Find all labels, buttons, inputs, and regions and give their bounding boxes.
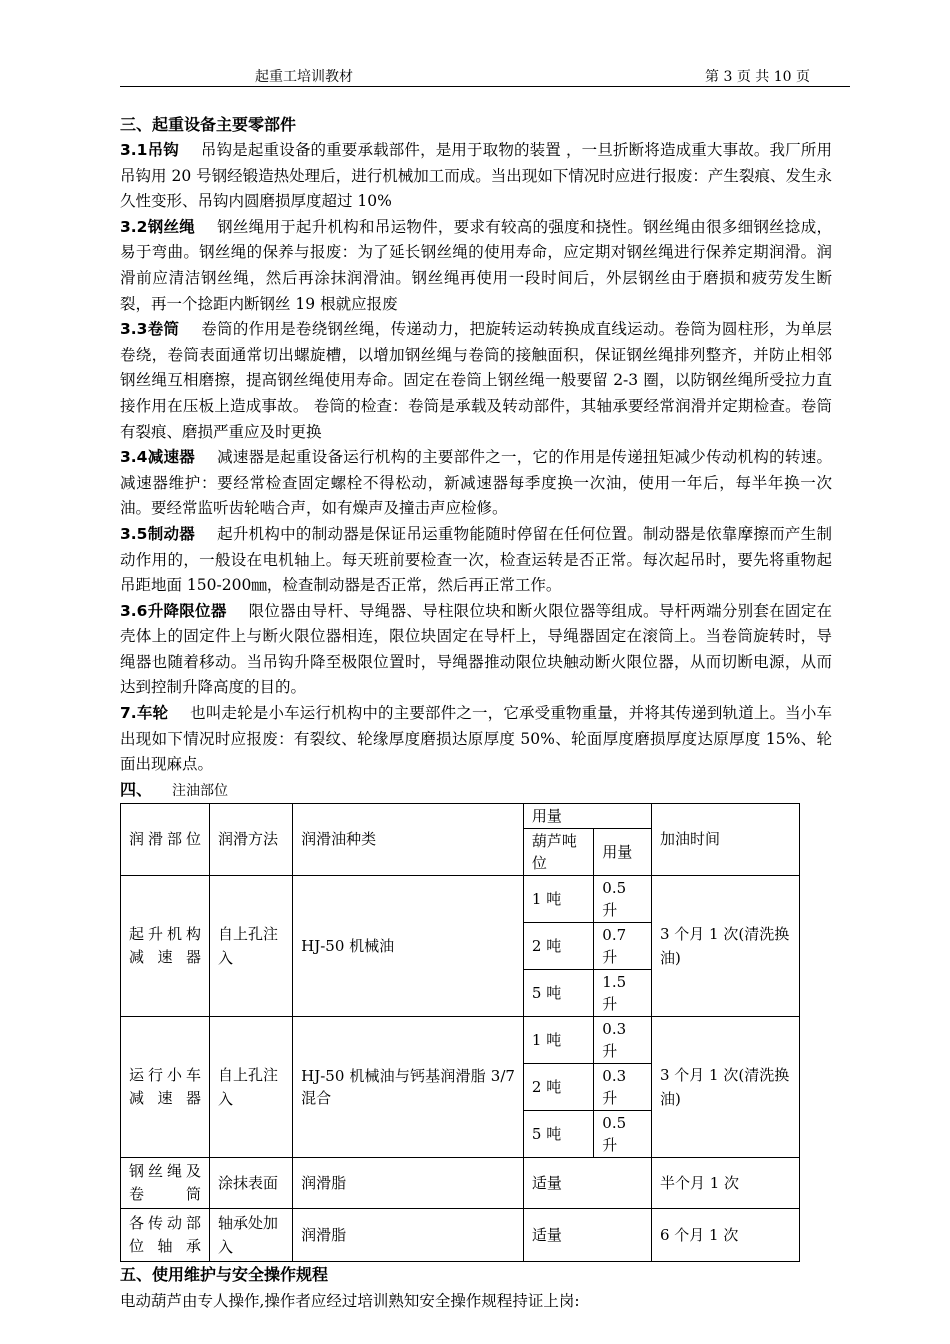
table-cell-time: 3 个月 1 次(清洗换油) — [651, 1016, 799, 1157]
table-cell-time: 半个月 1 次 — [651, 1157, 799, 1208]
table-cell-ton: 2 吨 — [523, 922, 593, 969]
paragraph-drum: 3.3卷筒 卷筒的作用是卷绕钢丝绳，传递动力，把旋转运动转换成直线运动。卷筒为圆柱形，为单层卷绕，卷筒表面通常切出螺旋槽，以增加钢丝绳与卷筒的接触面积，保证钢丝绳排列整齐，并防止相邻钢丝绳互相磨擦，提高钢丝绳使用寿命。固定在卷筒上钢丝绳一般要留 2-3 圈，以防钢丝绳所受拉力直接作用在压板上造成事故。 卷筒的检查：卷筒是承载及转动部件，其轴承要经常润滑并定期检查。卷筒有裂痕、磨损严重应及时更换 — [120, 320, 832, 441]
table-cell-amount: 适量 — [523, 1208, 651, 1261]
table-cell-part: 钢丝绳及卷筒 — [121, 1157, 210, 1208]
page-header — [120, 62, 850, 87]
header-oil: 润滑油种类 — [293, 803, 524, 875]
header-method: 润滑方法 — [210, 803, 293, 875]
paragraph-wire-rope: 3.2钢丝绳 钢丝绳用于起升机构和吊运物件，要求有较高的强度和挠性。钢丝绳由很多细钢丝捻成，易于弯曲。钢丝绳的保养与报废：为了延长钢丝绳的使用寿命，应定期对钢丝绳进行保养定期润滑。润滑前应清洁钢丝绳，然后再涂抹润滑油。钢丝绳再使用一段时间后，外层钢丝由于磨损和疲劳发生断裂，再一个捻距内断钢丝 19 根就应报废 — [120, 217, 832, 313]
table-cell-oil: 润滑脂 — [293, 1208, 524, 1261]
table-cell-oil: HJ-50 机械油 — [293, 875, 524, 1016]
table-cell-ton: 1 吨 — [523, 1016, 593, 1063]
table-cell-qty: 0.3 升 — [594, 1016, 652, 1063]
section-5-text: 电动葫芦由专人操作,操作者应经过培训熟知安全操作规程持证上岗: — [120, 1291, 580, 1310]
header-time: 加油时间 — [651, 803, 799, 875]
table-cell-oil: HJ-50 机械油与钙基润滑脂 3/7 混合 — [293, 1016, 524, 1157]
header-qty: 用量 — [594, 828, 652, 875]
section-3-heading: 三、起重设备主要零部件 — [120, 115, 297, 134]
table-cell-qty: 0.7 升 — [594, 922, 652, 969]
header-title: 起重工培训教材 — [255, 69, 353, 85]
table-cell-time: 3 个月 1 次(清洗换油) — [651, 875, 799, 1016]
page-number: 第 3 页 共 10 页 — [705, 69, 810, 85]
table-cell-ton: 5 吨 — [523, 1110, 593, 1157]
table-cell-qty: 0.3 升 — [594, 1063, 652, 1110]
paragraph-limit-switch: 3.6升降限位器 限位器由导杆、导绳器、导柱限位块和断火限位器等组成。导杆两端分别套在固定在壳体上的固定件上与断火限位器相连，限位块固定在导杆上，导绳器固定在滚筒上。当卷筒旋转时，导绳器也随着移动。当吊钩升降至极限位置时，导绳器推动限位块触动断火限位器，从而切断电源，从而达到控制升降高度的目的。 — [120, 601, 832, 697]
section-4-heading: 四、 注油部位 — [120, 779, 229, 799]
lubrication-table — [120, 803, 800, 1262]
table-cell-ton: 2 吨 — [523, 1063, 593, 1110]
table-cell-amount: 适量 — [523, 1157, 651, 1208]
table-cell-qty: 0.5 升 — [594, 1110, 652, 1157]
table-cell-oil: 润滑脂 — [293, 1157, 524, 1208]
table-cell-ton: 5 吨 — [523, 969, 593, 1016]
table-cell-method: 自上孔注入 — [210, 1016, 293, 1157]
paragraph-hook: 3.1吊钩 吊钩是起重设备的重要承载部件，是用于取物的装置 ，一旦折断将造成重大事故。我厂所用吊钩用 20 号钢经锻造热处理后，进行机械加工而成。当出现如下情况时应进行报废：产生裂痕、发生永久性变形、吊钩内圆磨损厚度超过 10% — [120, 141, 832, 211]
table-cell-time: 6 个月 1 次 — [651, 1208, 799, 1261]
table-cell-method: 自上孔注入 — [210, 875, 293, 1016]
header-tonnage: 葫芦吨位 — [523, 828, 593, 875]
paragraph-brake: 3.5制动器 起升机构中的制动器是保证吊运重物能随时停留在任何位置。制动器是依靠摩擦而产生制动作用的，一般设在电机轴上。每天班前要检查一次，检查运转是否正常。每次起吊时，要先将重物起吊距地面 150-200㎜，检查制动器是否正常，然后再正常工作。 — [120, 524, 832, 595]
header-part: 润滑部位 — [121, 803, 210, 875]
section-5-heading: 五、使用维护与安全操作规程 — [120, 1264, 329, 1284]
header-amount: 用量 — [523, 803, 651, 828]
paragraph-reducer: 3.4减速器 减速器是起重设备运行机构的主要部件之一，它的作用是传递扭矩减少传动机构的转速。减速器维护：要经常检查固定螺栓不得松动，新减速器每季度换一次油，使用一年后，每半年换一次油。要经常监听齿轮啮合声，如有燥声及撞击声应检修。 — [120, 448, 832, 518]
table-cell-qty: 1.5 升 — [594, 969, 652, 1016]
table-cell-method: 轴承处加入 — [210, 1208, 293, 1261]
table-cell-ton: 1 吨 — [523, 875, 593, 922]
table-cell-method: 涂抹表面 — [210, 1157, 293, 1208]
paragraph-wheel: 7.车轮 也叫走轮是小车运行机构中的主要部件之一，它承受重物重量，并将其传递到轨道上。当小车出现如下情况时应报废：有裂纹、轮缘厚度磨损达原厚度 50%、轮面厚度磨损厚度达原厚度 15%、轮面出现麻点。 — [120, 704, 832, 774]
table-cell-part: 起升机构减速器 — [121, 875, 210, 1016]
table-cell-part: 各传动部位轴承 — [121, 1208, 210, 1261]
document-body — [120, 112, 832, 1314]
table-cell-qty: 0.5 升 — [594, 875, 652, 922]
table-cell-part: 运行小车减速器 — [121, 1016, 210, 1157]
